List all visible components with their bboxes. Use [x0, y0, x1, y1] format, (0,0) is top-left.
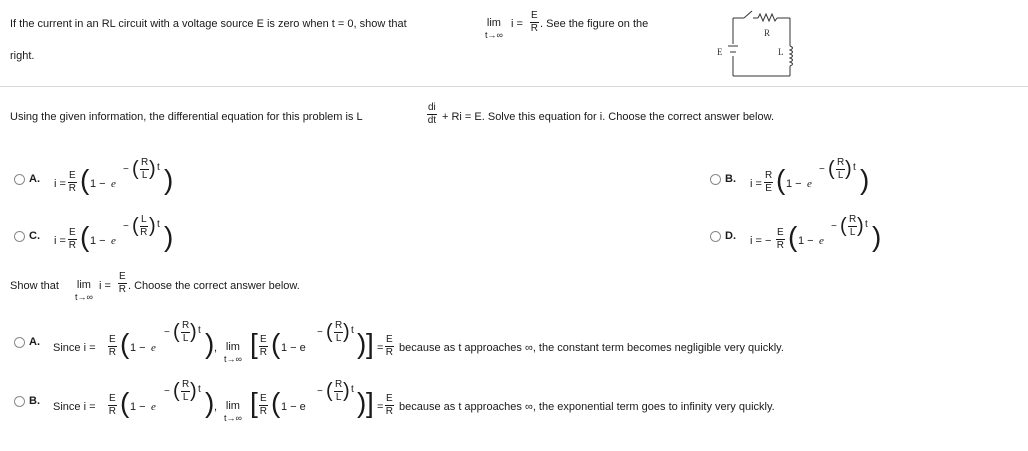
result-fraction [385, 335, 394, 358]
reason-text: because as t approaches ∞, the exponential term goes to infinity very quickly. [399, 401, 775, 413]
paren-right: ) [164, 221, 174, 252]
lim-subscript: t→∞ [224, 354, 242, 364]
paren-left: ( [776, 164, 786, 195]
paren-right: ) [860, 164, 870, 195]
option-letter: B. [725, 173, 736, 185]
coefficient-numerator: E [69, 227, 76, 238]
coefficient-denominator: R [108, 406, 116, 417]
coefficient-fraction [776, 228, 785, 251]
question2-text: Using the given information, the differential equation for this problem is L [10, 111, 363, 123]
limit [224, 342, 242, 364]
exponent2-numerator: R [335, 320, 343, 331]
lim-label: lim [76, 279, 91, 291]
exp2-paren-right: ) [343, 380, 350, 402]
paren-right: ) [205, 328, 215, 359]
exponent-fraction [140, 158, 149, 181]
result-numerator: E [386, 393, 393, 404]
exp-paren-left: ( [173, 380, 180, 402]
result-fraction [385, 394, 394, 417]
exponent2-denominator: L [335, 333, 342, 344]
exponent-fraction [140, 215, 148, 238]
exp-base: e [111, 235, 116, 247]
exp-paren-right: ) [857, 215, 864, 237]
option-1a[interactable] [14, 158, 214, 198]
fraction-denominator: R [118, 284, 126, 295]
fraction-numerator: E [119, 271, 126, 282]
exp2-t: t [351, 325, 354, 336]
paren-left: ( [120, 328, 130, 359]
option-2b[interactable] [14, 379, 1014, 423]
exponent-fraction [181, 380, 190, 403]
one-minus: 1 − [798, 235, 814, 247]
exponent2-numerator: R [335, 379, 343, 390]
coefficient-denominator: R [776, 240, 784, 251]
option-lhs: i = [54, 235, 66, 247]
paren2-left: ( [271, 328, 281, 359]
since-text: Since i = [53, 401, 96, 413]
paren2-right: ) [357, 328, 367, 359]
limit [224, 401, 242, 423]
paren-left: ( [80, 221, 90, 252]
di-dt-fraction [427, 103, 437, 126]
option-letter: D. [725, 230, 736, 242]
option-lhs: i = [750, 178, 762, 190]
circuit-label-e: E [717, 47, 723, 57]
lim-label: lim [486, 17, 501, 29]
exponent-denominator: L [182, 392, 189, 403]
exponent2-denominator: L [335, 392, 342, 403]
radio-button[interactable] [14, 174, 25, 185]
lim-label: lim [225, 400, 240, 412]
exp-minus: − [819, 164, 825, 175]
exp2-t: t [351, 384, 354, 395]
exponent-numerator: R [141, 157, 149, 168]
coefficient-denominator: R [68, 240, 76, 251]
paren2-right: ) [357, 387, 367, 418]
coefficient2-denominator: R [259, 406, 267, 417]
exponent-fraction [848, 215, 857, 238]
exponent-numerator: L [141, 214, 147, 225]
coefficient2-numerator: E [260, 334, 267, 345]
paren-right: ) [205, 387, 215, 418]
one-minus: 1 − [130, 401, 146, 413]
exp2-minus: − [317, 327, 323, 338]
option-letter: A. [29, 173, 40, 185]
coefficient-denominator: E [765, 183, 772, 194]
exponent-denominator: L [837, 170, 844, 181]
exponent-numerator: R [182, 379, 190, 390]
result-denominator: R [385, 406, 393, 417]
option-1b[interactable] [710, 158, 910, 198]
coefficient-denominator: R [108, 347, 116, 358]
coefficient2-fraction [259, 335, 268, 358]
radio-button[interactable] [14, 231, 25, 242]
question3-text: Show that [10, 280, 59, 292]
coefficient2-numerator: E [260, 393, 267, 404]
lim-subscript: t→∞ [485, 30, 503, 40]
option-2a[interactable] [14, 320, 1014, 364]
option-letter: A. [29, 336, 40, 348]
paren-right: ) [872, 221, 882, 252]
e-over-r-fraction [530, 11, 539, 34]
coefficient2-denominator: R [259, 347, 267, 358]
exponent2-fraction [334, 321, 343, 344]
exp-t: t [865, 219, 868, 230]
exponent-numerator: R [849, 214, 857, 225]
equals: = [377, 342, 384, 354]
question2-text-after: + Ri = E. Solve this equation for i. Choose the correct answer below. [442, 111, 775, 123]
radio-button[interactable] [14, 396, 25, 407]
dt-denominator: dt [427, 115, 437, 126]
exp-t: t [157, 162, 160, 173]
exponent-numerator: R [182, 320, 190, 331]
option-1d[interactable] [710, 215, 910, 255]
circuit-label-r: R [764, 28, 771, 38]
exp-minus: − [831, 221, 837, 232]
exponent-fraction [181, 321, 190, 344]
i-equals: i = [511, 18, 523, 30]
paren-right: ) [164, 164, 174, 195]
exp-t: t [157, 219, 160, 230]
paren2-left: ( [271, 387, 281, 418]
one-minus: 1 − [90, 178, 106, 190]
bracket-left: [ [250, 387, 258, 418]
exp-t: t [198, 384, 201, 395]
bracket-right: ] [366, 387, 374, 418]
paren-left: ( [80, 164, 90, 195]
exp2-paren-left: ( [326, 380, 333, 402]
i-equals: i = [99, 280, 111, 292]
radio-button[interactable] [710, 174, 721, 185]
coefficient-numerator: E [109, 393, 116, 404]
exponent-denominator: L [141, 170, 148, 181]
coefficient-numerator: E [777, 227, 784, 238]
coefficient2-fraction [259, 394, 268, 417]
exp-paren-right: ) [190, 321, 197, 343]
exp2-paren-left: ( [326, 321, 333, 343]
exp-paren-left: ( [173, 321, 180, 343]
exp-paren-left: ( [840, 215, 847, 237]
exponent-denominator: R [140, 227, 148, 238]
exp-base: e [111, 178, 116, 190]
exp-paren-right: ) [845, 158, 852, 180]
comma: , [214, 342, 218, 354]
coefficient-numerator: E [69, 170, 76, 181]
exp-base: e [151, 401, 156, 413]
circuit-label-l: L [778, 47, 784, 57]
coefficient-numerator: R [765, 170, 773, 181]
bracket-left: [ [250, 328, 258, 359]
exp-base: e [807, 178, 812, 190]
radio-button[interactable] [14, 337, 25, 348]
one-minus: 1 − [786, 178, 802, 190]
question1-text-after: . See the figure on the [540, 18, 649, 30]
exp-minus: − [123, 221, 129, 232]
question3-text-after: . Choose the correct answer below. [128, 280, 300, 292]
exp-t: t [853, 162, 856, 173]
coefficient-numerator: E [109, 334, 116, 345]
exp-paren-left: ( [132, 215, 139, 237]
exp-paren-right: ) [149, 158, 156, 180]
di-numerator: di [428, 102, 436, 113]
exp-minus: − [123, 164, 129, 175]
exp2-minus: − [317, 386, 323, 397]
exp2-paren-right: ) [343, 321, 350, 343]
exponent-denominator: L [182, 333, 189, 344]
exponent-numerator: R [837, 157, 845, 168]
one-minus-e: 1 − e [281, 342, 306, 354]
exp-paren-right: ) [149, 215, 156, 237]
since-text: Since i = [53, 342, 96, 354]
exponent-fraction [836, 158, 845, 181]
option-letter: C. [29, 230, 40, 242]
exp-paren-left: ( [828, 158, 835, 180]
question3-limit [75, 280, 93, 302]
exp-base: e [819, 235, 824, 247]
fraction-numerator: E [531, 10, 538, 21]
divider [0, 86, 1028, 87]
bracket-right: ] [366, 328, 374, 359]
option-lhs: i = [54, 178, 66, 190]
lim-label: lim [225, 341, 240, 353]
question1-limit [485, 18, 503, 40]
coefficient-fraction [764, 171, 773, 194]
result-denominator: R [385, 347, 393, 358]
lim-subscript: t→∞ [224, 413, 242, 423]
lim-subscript: t→∞ [75, 292, 93, 302]
exp-t: t [198, 325, 201, 336]
option-1c[interactable] [14, 215, 214, 255]
coefficient-denominator: R [68, 183, 76, 194]
coefficient-fraction [68, 171, 77, 194]
equals: = [377, 401, 384, 413]
exponent-denominator: L [849, 227, 856, 238]
one-minus-e: 1 − e [281, 401, 306, 413]
exp-paren-right: ) [190, 380, 197, 402]
question1-text: If the current in an RL circuit with a voltage source E is zero when t = 0, show that [10, 18, 407, 30]
e-over-r-fraction [118, 272, 127, 295]
one-minus: 1 − [130, 342, 146, 354]
comma: , [214, 401, 218, 413]
result-numerator: E [386, 334, 393, 345]
fraction-denominator: R [530, 23, 538, 34]
option-letter: B. [29, 395, 40, 407]
coefficient-fraction [108, 394, 117, 417]
exponent2-fraction [334, 380, 343, 403]
paren-left: ( [120, 387, 130, 418]
coefficient-fraction [68, 228, 77, 251]
coefficient-fraction [108, 335, 117, 358]
question1-line2: right. [10, 50, 35, 62]
exp-minus: − [164, 386, 170, 397]
option-lhs: i = − [750, 235, 772, 247]
paren-left: ( [788, 221, 798, 252]
one-minus: 1 − [90, 235, 106, 247]
exp-base: e [151, 342, 156, 354]
exp-minus: − [164, 327, 170, 338]
radio-button[interactable] [710, 231, 721, 242]
rl-circuit-diagram [700, 4, 830, 84]
reason-text: because as t approaches ∞, the constant term becomes negligible very quickly. [399, 342, 784, 354]
exp-paren-left: ( [132, 158, 139, 180]
